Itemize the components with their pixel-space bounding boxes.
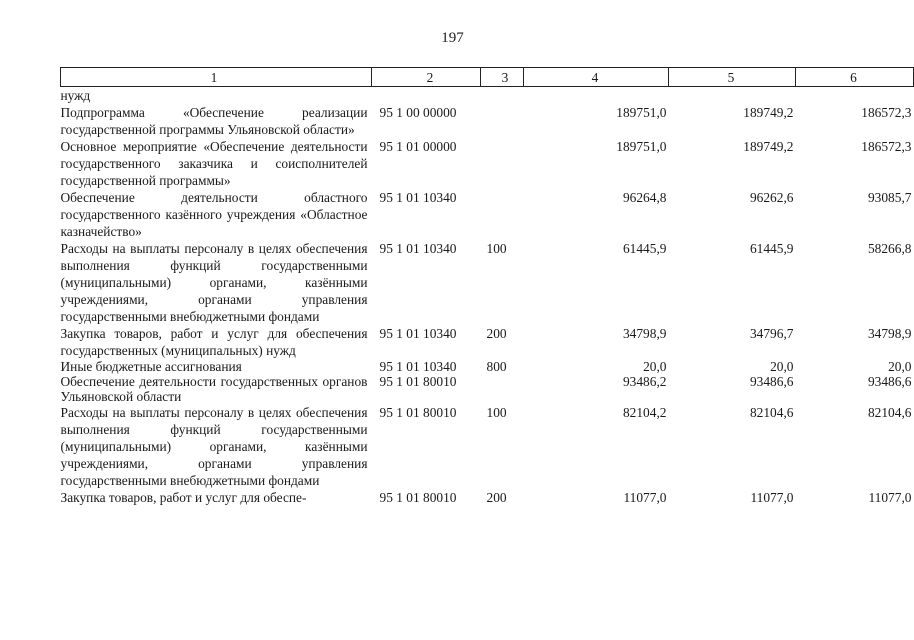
row-value-2026-cell: 34798,9 [867,326,912,341]
row-value-2024-cell: 93486,2 [622,374,667,389]
row-value-2026-cell: 58266,8 [867,241,912,256]
row-value-2024-cell [524,87,669,105]
column-header-6: 6 [796,68,914,87]
row-code-cell: 95 1 01 10340 [379,241,457,256]
table-header-row [61,68,914,87]
row-code-cell: 95 1 01 10340 [379,326,457,341]
table-row [61,489,914,506]
table-row [61,240,914,325]
row-code-cell: 95 1 01 00000 [379,139,457,154]
row-value-2025-cell: 82104,6 [749,405,794,420]
column-header-3: 3 [481,68,524,87]
budget-table [60,67,914,506]
column-header-5: 5 [669,68,796,87]
row-value-2024-cell: 20,0 [643,359,667,374]
row-value-2024-cell: 11077,0 [623,490,667,505]
row-value-2026-cell: 11077,0 [868,490,912,505]
row-type-cell: 200 [486,490,507,505]
row-value-2025-cell: 20,0 [770,359,794,374]
table-row [61,374,914,404]
row-value-2024-cell: 82104,2 [622,405,667,420]
row-value-2024-cell: 34798,9 [622,326,667,341]
row-value-2026-cell: 82104,6 [867,405,912,420]
row-name-cell: Иные бюджетные ассигнования [60,359,242,374]
row-value-2025-cell [669,87,796,105]
row-type-cell [481,138,524,189]
row-type-cell: 100 [486,241,507,256]
row-value-2026-cell: 20,0 [888,359,912,374]
row-value-2026-cell: 186572,3 [861,139,912,154]
column-header-1: 1 [61,68,372,87]
row-value-2025-cell: 93486,6 [749,374,794,389]
table-row [61,325,914,359]
row-name-cell: Обеспечение деятельности государственных органов Ульяновской области [60,374,368,404]
table-body [61,87,914,507]
row-value-2024-cell: 189751,0 [616,105,667,120]
row-code-cell [372,87,481,105]
row-name-cell: Обеспечение деятельности областного государственного казённого учреждения «Областное казначейство» [60,190,368,239]
table-row [61,404,914,489]
row-value-2025-cell: 96262,6 [749,190,794,205]
row-value-2026-cell: 93085,7 [867,190,912,205]
page-number: 197 [441,30,464,46]
row-value-2025-cell: 189749,2 [743,105,794,120]
table-row [61,104,914,138]
row-code-cell: 95 1 00 00000 [379,105,457,120]
row-type-cell: 200 [486,326,507,341]
row-value-2024-cell: 96264,8 [622,190,667,205]
row-code-cell: 95 1 01 80010 [379,374,457,389]
row-code-cell: 95 1 01 80010 [379,405,457,420]
row-code-cell: 95 1 01 10340 [379,359,457,374]
row-value-2025-cell: 189749,2 [743,139,794,154]
row-value-2025-cell: 11077,0 [750,490,794,505]
row-type-cell [481,87,524,105]
table-row [61,87,914,105]
row-name-cell: Расходы на выплаты персоналу в целях обеспечения выполнения функций государственными (муниципальными) органами, казёнными учреждениями, органами управления государственными внебюджетными фондами [60,405,368,488]
row-type-cell [481,189,524,240]
column-header-4: 4 [524,68,669,87]
row-name-cell: Расходы на выплаты персоналу в целях обеспечения выполнения функций государственными (муниципальными) органами, казёнными учреждениями, органами управления государственными внебюджетными фондами [60,241,368,324]
row-value-2026-cell: 93486,6 [867,374,912,389]
row-type-cell: 800 [486,359,507,374]
row-value-2024-cell: 61445,9 [622,241,667,256]
row-value-2024-cell: 189751,0 [616,139,667,154]
row-name-cell: Закупка товаров, работ и услуг для обеспечения государственных (муниципальных) нужд [60,326,368,358]
row-type-cell [481,374,524,404]
table-row [61,138,914,189]
column-header-2: 2 [372,68,481,87]
row-value-2025-cell: 34796,7 [749,326,794,341]
row-code-cell: 95 1 01 10340 [379,190,457,205]
row-value-2026-cell: 186572,3 [861,105,912,120]
row-name-cell: Подпрограмма «Обеспечение реализации государственной программы Ульяновской области» [60,105,368,137]
row-type-cell: 100 [486,405,507,420]
row-name-cell: Закупка товаров, работ и услуг для обеспе- [60,490,307,505]
row-value-2026-cell [796,87,914,105]
row-name-cell: Основное мероприятие «Обеспечение деятельности государственного заказчика и соисполнителей государственной программы» [60,139,368,188]
table-row [61,189,914,240]
row-name-cell: нужд [60,88,91,103]
row-value-2025-cell: 61445,9 [749,241,794,256]
row-type-cell [481,104,524,138]
table-row [61,359,914,374]
row-code-cell: 95 1 01 80010 [379,490,457,505]
